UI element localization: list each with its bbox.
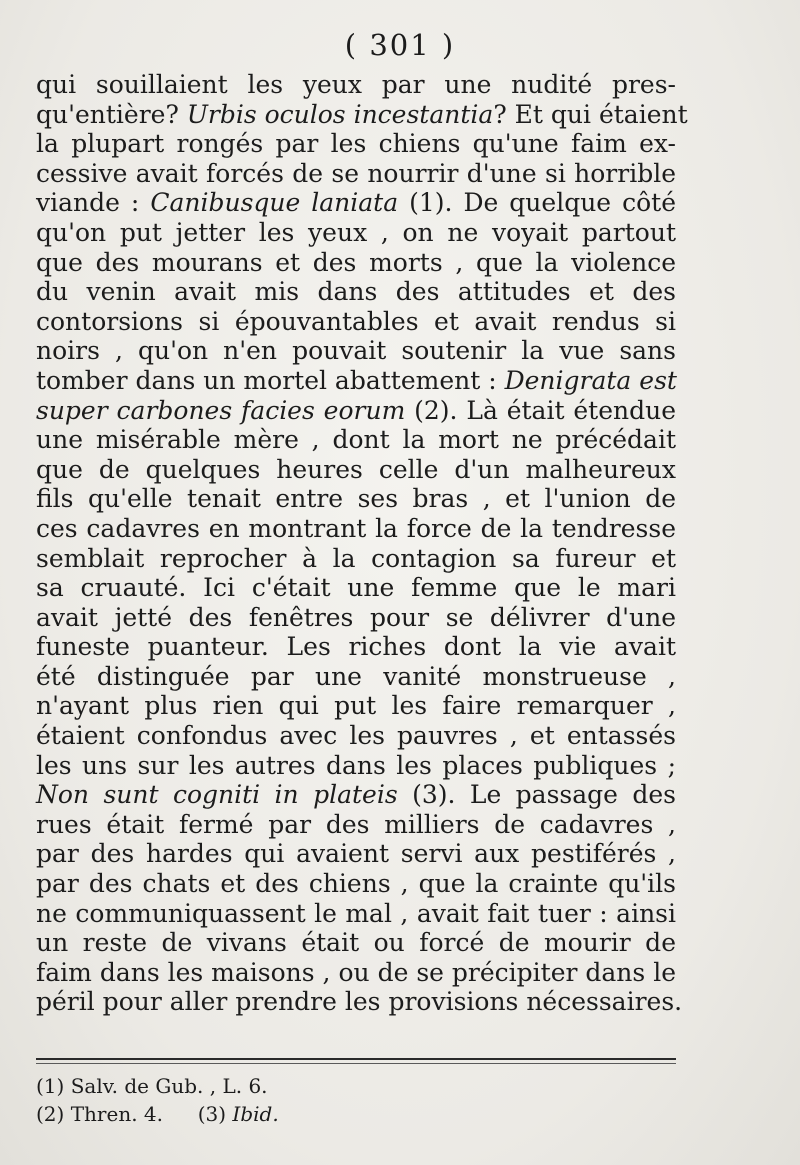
text-segment: qu'on put jetter les yeux , on ne voyait partout — [36, 217, 676, 247]
text-line — [36, 691, 676, 721]
footnote-mark: (1) — [36, 1074, 65, 1098]
footnote-mark: (3) — [197, 1102, 227, 1126]
text-line — [36, 810, 676, 840]
text-segment: avait jetté des fenêtres pour se délivrer d'une — [36, 602, 676, 632]
footnote-text: Thren. 4. — [70, 1102, 163, 1126]
text-segment: n'ayant plus rien qui put les faire remarquer , — [36, 691, 676, 721]
text-segment: Canibusque laniata — [150, 188, 399, 218]
text-line — [36, 958, 676, 988]
text-segment: tomber dans un mortel abattement : — [36, 365, 505, 395]
text-segment: été distinguée par une vanité monstrueuse , — [36, 661, 676, 691]
text-line — [36, 632, 676, 662]
text-segment: que de quelques heures celle d'un malheureux — [36, 454, 676, 484]
text-segment: ces cadavres en montrant la force de la tendresse — [36, 513, 676, 543]
text-segment: les uns sur les autres dans les places publiques ; — [36, 750, 676, 780]
text-segment: viande : — [36, 188, 151, 218]
text-line — [36, 425, 676, 455]
text-segment: funeste puanteur. Les riches dont la vie avait — [36, 632, 676, 662]
footnote-1 — [36, 1072, 676, 1100]
footnote-mark: (2) — [36, 1102, 65, 1126]
text-line — [36, 336, 676, 366]
text-line — [36, 484, 676, 514]
footnote-rule — [36, 1058, 676, 1060]
text-line — [36, 573, 676, 603]
text-segment: un reste de vivans était ou forcé de mourir de — [36, 928, 676, 958]
text-segment: cessive avait forcés de se nourrir d'une si horrible — [36, 158, 676, 188]
text-segment: ne communiquassent le mal , avait fait tuer : ainsi — [36, 898, 676, 928]
text-line — [36, 987, 683, 1017]
footnote-text: Ibid. — [232, 1102, 279, 1126]
text-segment: fils qu'elle tenait entre ses bras , et l'union de — [36, 484, 676, 514]
text-segment: contorsions si épouvantables et avait rendus si — [36, 306, 676, 336]
text-line — [36, 869, 676, 899]
text-segment: qu'entière? — [36, 99, 187, 129]
text-line — [36, 277, 676, 307]
text-line — [36, 544, 676, 574]
text-line — [36, 99, 688, 130]
text-segment: sa cruauté. Ici c'était une femme que le mari — [36, 573, 676, 603]
text-segment: ? Et qui étaient — [493, 99, 688, 129]
text-segment: Urbis oculos incestantia — [186, 99, 494, 129]
text-segment: (1). De quelque côté — [398, 188, 676, 218]
text-line — [36, 721, 676, 751]
footnote-text: Salv. de Gub. , L. 6. — [70, 1074, 268, 1098]
text-line — [36, 396, 676, 426]
page-number: ( 301 ) — [344, 28, 456, 62]
text-line — [36, 662, 676, 692]
text-segment: étaient confondus avec les pauvres , et entassés — [36, 721, 676, 751]
text-segment: par des chats et des chiens , que la crainte qu'ils — [36, 869, 676, 899]
text-segment: une misérable mère , dont la mort ne précédait — [36, 425, 676, 455]
text-line — [36, 129, 676, 159]
text-segment: noirs , qu'on n'en pouvait soutenir la vue sans — [36, 336, 676, 366]
text-line — [36, 751, 676, 781]
text-segment: Non sunt cogniti in plateis — [36, 780, 398, 810]
text-line — [36, 307, 676, 337]
text-segment: faim dans les maisons , ou de se précipiter dans le — [36, 957, 676, 987]
text-segment: semblait reprocher à la contagion sa fureur et — [36, 543, 676, 573]
text-line — [36, 928, 676, 958]
text-segment: du venin avait mis dans des attitudes et des — [36, 277, 676, 307]
text-line — [36, 514, 676, 544]
text-segment: (3). Le passage des — [397, 780, 676, 810]
text-line — [36, 780, 676, 810]
text-line — [36, 839, 676, 869]
text-segment: qui souillaient les yeux par une nudité pres- — [36, 70, 676, 99]
body-text — [36, 70, 688, 1017]
footnote-2 — [36, 1100, 676, 1128]
text-line — [36, 603, 676, 633]
text-line — [36, 188, 676, 218]
text-segment: la plupart rongés par les chiens qu'une faim ex- — [36, 129, 676, 159]
footnote-rule-thin — [36, 1063, 676, 1064]
text-line — [36, 248, 676, 278]
text-segment: rues était fermé par des milliers de cadavres , — [36, 809, 676, 839]
text-segment: Denigrata est — [504, 365, 677, 395]
text-line — [36, 218, 676, 248]
text-segment: par des hardes qui avaient servi aux pestiférés , — [36, 839, 676, 869]
text-segment: (2). Là était étendue — [405, 395, 677, 425]
text-segment: super carbones facies eorum — [36, 395, 406, 425]
text-line — [36, 159, 676, 189]
text-line — [36, 70, 676, 100]
text-segment: que des mourans et des morts , que la violence — [36, 247, 676, 277]
text-line — [36, 455, 676, 485]
text-segment: péril pour aller prendre les provisions nécessaires. — [36, 987, 683, 1017]
text-line — [36, 899, 676, 929]
footnotes — [36, 1072, 676, 1128]
text-line — [36, 366, 676, 396]
